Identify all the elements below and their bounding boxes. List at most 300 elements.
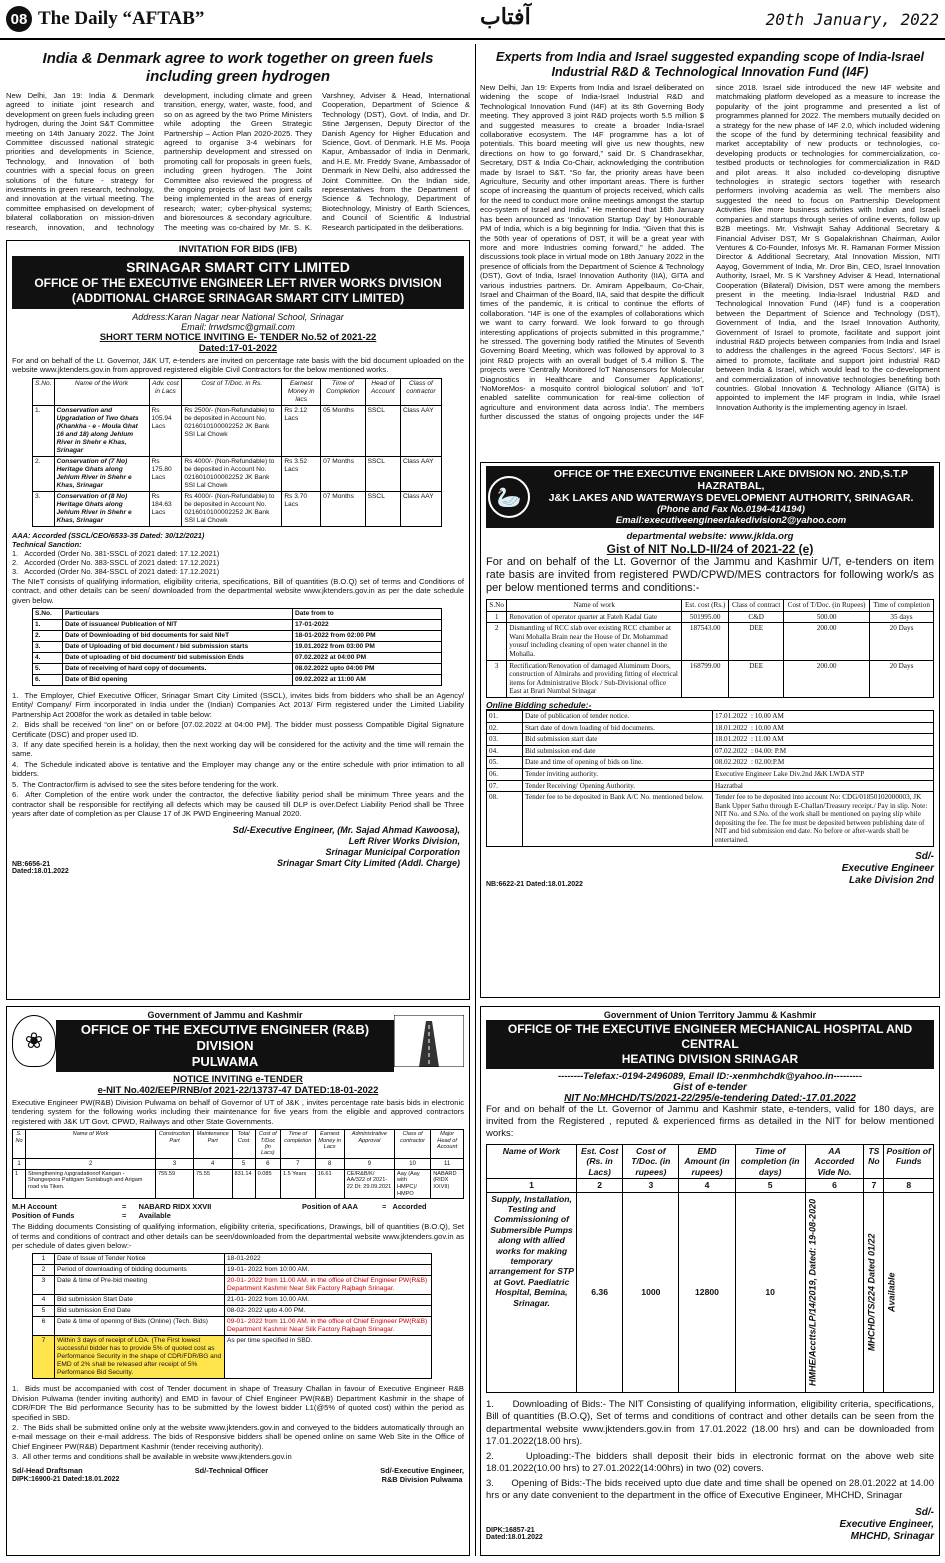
table-row (33, 491, 442, 526)
column-header: S.No. (33, 378, 55, 405)
mh-value: = NABARD RIDX XXVII (122, 1202, 212, 1212)
table-cell: 09.02.2022 at 11:00 AM (293, 675, 442, 686)
table-row (33, 675, 442, 686)
table-cell: 4. (33, 653, 63, 664)
nit-number: NIT No:MHCHD/TS/2021-22/295/e-tendering Dated:-17.01.2022 (564, 1093, 856, 1104)
table-cell: 20 Days (870, 623, 934, 660)
table-cell: Bid submission start date (523, 734, 713, 746)
funds-label: Position of Funds (12, 1211, 75, 1221)
schedule-table (32, 608, 442, 686)
table-cell: Aay (Aay with HMPC)/ HMPO (395, 1169, 431, 1198)
terms-list (12, 690, 464, 819)
table-cell: Rs 175.80 Lacs (149, 456, 182, 491)
column-header: Earnest Money in lacs (282, 378, 321, 405)
column-header: 8 (884, 1179, 934, 1192)
table-cell: 08-02- 2022 upto 4.00 PM. (225, 1306, 432, 1317)
gist-title: Gist of NIT No.LD-II/24 of 2021-22 (e) (606, 542, 814, 556)
table-cell: 2 (33, 1265, 55, 1276)
column-header: 7 (864, 1179, 884, 1192)
funding-info (12, 1202, 464, 1211)
tender-ad-lake-division (480, 462, 940, 998)
table-row (487, 734, 934, 746)
table-row (33, 1265, 432, 1276)
table-cell: Class AAY (400, 405, 441, 456)
column-header: S.No (487, 600, 507, 612)
table-cell: Tender fee to be deposited into account No: CDG/01850102000003, JK Bank Upper Sathu through E-Challan/Treasury receipt./ Pay in slip. Note: NIT No. and S.No. of the work shall be mentioned on paying slip while depositing the fee. The fee must be deposited between publishing date of NIT and bid submission end date. No before or after-wards shall be entertained. (713, 792, 934, 847)
column-header: Adv. cost in Lacs (149, 378, 182, 405)
table-cell: 18.01.2022 : 11.00 AM (713, 734, 934, 746)
column-header: Est. cost (Rs.) (682, 600, 729, 612)
table-cell: 2. (33, 456, 55, 491)
table-cell: Rs 4000/- (Non-Refundable) to be deposited in Account No. 0216010100002252 JK Bank SSI Lal Chowk (182, 456, 282, 491)
table-cell: 07 Months (321, 491, 366, 526)
table-cell: 200.00 (784, 623, 870, 660)
table-cell: Class AAY (400, 491, 441, 526)
column-header: Total Cost (232, 1130, 255, 1159)
table-cell: NABARD (RIDX XXVII) (431, 1169, 464, 1198)
column-header: Position of Funds (884, 1145, 934, 1179)
column-header: Date from to (293, 609, 442, 620)
table-cell: Rs 3.70 Lacs (282, 491, 321, 526)
table-cell: 07. (487, 780, 523, 792)
table-cell: 01. (487, 710, 523, 722)
bidding-schedule-table (486, 710, 934, 847)
signature-line: Executive Engineer, (839, 1518, 934, 1530)
article-body: New Delhi, Jan 19: Experts from India and Israel deliberated on widening the scope of India-Israel Industrial R&D and Technological Innovation Fund (I4F) at its 8th Governing Body meeting. They approved 3 joint R&D projects worth 5.5 million $ and suggested measures to create a broader India-Israel collaborative ecosystem. The I4F programme has a lot of potentials. This board meeting will give us new thoughts, new directions on how to go forward,” said Dr. S Chandrasekhar, Secretary, DST & India Co-Chair, acknowledging the contribution made by Israel to S&T. “So far, the priority areas have been Agriculture, Security and other important areas. There is further scope of increasing the quantum of projects received, which calls for the need to conduct more online meetings amongst the startup eco-system of Israel and India.” He mentioned that 16th January has been announced as ‘Innovation Startup Day’ by Honourable PM of India, which is a big beginning for India. “Given that this is the 50th year of operations of DST, it will be a great year with more and more Industries coming forward,” he added. The discussions took place in virtual mode on 18th January 2022 in the presence of officials from the Department of Science & Technology (DST), Govt of India, Israel Innovation Authority (IIA), GITA and various industries partners. Dr. Amiram Appelbaum, Co-Chair, Israel and Chairman of the Board, IIA, said that despite the difficult times of the pandemic, it is critical to continue the efforts of collaboration. “I4F is one of the examples of collaborations which we want to carry forward. We look forward to go through interesting applications of projects submitted in this programme,” he stressed. The governing body ratified the Minutes of Seventh Governing Board Meeting, which was followed by approval to 3 joint R&D projects with an overall budget of 5.4 million $. The projects were ‘Centrally Monitored IoT Nanosensors for Molecular Diagnostics in Healthcare and Consumer Applications’, ‘NoMoreMos- a mosquito control biological solution’ and ‘IoT enabled satellite communication for real-time collection of agriculture and environment data across India’. The members further discussed the status of ongoing projects under the I4F since 2018. Israel side introduced the new I4F website and matchmaking platform developed as a measure to increase the popularity of the joint programme and presented a list of programmes planned for 2022. The members mutually decided on a strategy for the new phase of I4F 2.0, which included widening the scope of the fund by determining technical feasibility and market acceptability of new products or technologies, co-developing products or technologies for commercialization, co-testbed products or technologies for commercialization in R&D and pilot areas. It also included co-developing disruptive technologies in strategic sectors together with research performers involving academia as well. The members also suggested the need to focus on Partnership Development Activities like more business activities with Indian and Israeli companies and startups through series of online events, follow up B2B meetings. Mr. Vishwajit Sahay Additional Secretary & Financial Adviser DST, Mr S Gopalakrishnan Chairman, Axilor Ventures & Co-Founder, Infosys Mr. R. Ramanan Former Mission Director & Additional Secretary, Atal Innovation Mission, NITI Aayog, Government of India, Mr. Dror Bin, CEO, Israel Innovation Authority, Israel, Mr. S K Varshney Adviser & Head, International Cooperation (Bilateral) Division, DST were among the members present in the meeting. India-Israel Industrial R&D and Technological Innovation Fund (I4F) fund is a cooperation between the Department of Science and Technology (DST), Government of India, and the Israel Innovation Authority, Government of Israel to promote, facilitate and support joint industrial R&D projects between companies from India and Israel to address the challenges in the agreed ‘Focus Sectors’. I4F is aimed to promote, facilitate and support joint industrial R&D between India & Israel, which would lead to the co-development and commercialization of innovative technologies benefiting both countries. Global Innovation & Technology Alliance (GITA) is appointed to implement the I4F program in India, while Israel Innovation Authority is the implementing agency in Israel. (480, 83, 940, 422)
table-cell: 5 (33, 1306, 55, 1317)
column-header: Time of Completion (321, 378, 366, 405)
page-number: 08 (6, 6, 32, 32)
table-cell: Bid submission End Date (55, 1306, 225, 1317)
table-row (33, 653, 442, 664)
column-header: 11 (431, 1158, 464, 1169)
column-header: Time of completion (870, 600, 934, 612)
table-cell: Tender Receiving/ Opening Authority. (523, 780, 713, 792)
table-cell: 05. (487, 757, 523, 769)
table-cell: DEE (729, 623, 784, 660)
column-header: 7 (280, 1158, 315, 1169)
org-division: HEATING DIVISION SRINAGAR (621, 1052, 799, 1066)
column-header: Head of Account (365, 378, 400, 405)
table-cell: As per time specified in SBD. (225, 1336, 432, 1379)
intro-text: For and on behalf of the Lt. Governor of Jammu and Kashmir state, e-tenders, valid for 180 days, are invited from the Registered , reputed & experienced firms as detailed in the NIT for below mentioned works: (486, 1104, 934, 1139)
table-row (33, 631, 442, 642)
table-cell: 05 Months (321, 405, 366, 456)
org-name: OFFICE OF THE EXECUTIVE ENGINEER LAKE DIVISION NO. 2ND,S.T.P HAZRATBAL, (553, 468, 909, 492)
table-cell: Hazratbal (713, 780, 934, 792)
schedule-title: Online Bidding schedule:- (486, 699, 592, 710)
column-header: TS No (864, 1145, 884, 1179)
table-cell: Rs 2500/- (Non-Refundable) to be deposited in Account No. 0216010100002252 JK Bank SSI Lal Chowk (182, 405, 282, 456)
table-cell: Within 3 days of receipt of LOA. (The First lowest successful bidder has to provide 5% of quoted cost as Performance Security in the shape of CDR/FDR/BG and EMD of 2% shall be released after receipt of 5% Performance Bid Security. (55, 1336, 225, 1379)
table-cell: 18.01.2022 : 10.00 AM (713, 722, 934, 734)
table-cell: 35 days (870, 611, 934, 623)
column-header: 3 (156, 1158, 194, 1169)
column-header: 6 (255, 1158, 280, 1169)
table-cell: Rs 184.63 Lacs (149, 491, 182, 526)
ts-item: 1. Accorded (Order No. 381-SSCL of 2021 dated: 17.12.2021) (12, 548, 220, 558)
column-header: Maintenance Part (193, 1130, 232, 1159)
notice-title: SHORT TERM NOTICE INVITING E- TENDER No.52 of 2021-22 (99, 332, 377, 343)
table-cell: Dismantling of RCC slab over existing RCC chamber at Wani Mohalla Brain near the House of Dr. Mohammad yousuf including cleaning of open water channel in the Mohalla. (507, 623, 682, 660)
table-cell: 10 (735, 1192, 805, 1392)
column-header: Name of Work (26, 1130, 156, 1159)
table-cell: Executive Engineer Lake Div.2nd J&K LWDA STP (713, 768, 934, 780)
column-header: Class of contractor (400, 378, 441, 405)
table-cell: 06. (487, 768, 523, 780)
table-cell: 2. (33, 631, 63, 642)
org-name: OFFICE OF THE EXECUTIVE ENGINEER (R&B) DIVISION (80, 1022, 370, 1053)
table-row (33, 664, 442, 675)
signature-line: Lake Division 2nd (848, 874, 934, 886)
table-cell: Date and time of opening of bids on line. (523, 757, 713, 769)
column-header: 3 (623, 1179, 679, 1192)
table-cell: 17-01-2022 (293, 620, 442, 631)
table-row (487, 757, 934, 769)
ts-list (12, 549, 464, 576)
table-cell: 1 (33, 1254, 55, 1265)
table-cell: CE/R&B/K/ AA/322 of 2021-22 Dt: 29.09.2021 (344, 1169, 394, 1198)
article-headline: India & Denmark agree to work together on green fuels including green hydrogen (42, 50, 434, 85)
column-header: Name of Work (487, 1145, 577, 1179)
column-header: 1 (13, 1158, 26, 1169)
enit-number: e-NIT No.402/EEP/RNB/of 2021-22/13737-47 DATED:18-01-2022 (97, 1085, 379, 1096)
works-table (12, 1129, 464, 1199)
signature-line: Srinagar Smart City Limited (Addl. Charge) (276, 858, 460, 869)
table-cell: SSCL (365, 405, 400, 456)
contact-line: --------Telefax:-0194-2496089, Email ID:-xenmhchdk@yahoo.in--------- (558, 1071, 862, 1082)
upload-clause: 2. Uploading:-The bidders shall deposit their bids in electronic format on the above web site 18.01.2022(10.00 hrs) to 27.01.2022(14:00hrs) in two (02) covers. (486, 1450, 934, 1475)
org-office: OFFICE OF THE EXECUTIVE ENGINEER LEFT RIVER WORKS DIVISION (34, 276, 442, 290)
table-cell: 0.085 (255, 1169, 280, 1198)
table-row (487, 745, 934, 757)
table-cell: 3 (487, 660, 507, 697)
table-cell: Date of receiving of hard copy of documents. (63, 664, 293, 675)
table-cell: 7 (33, 1336, 55, 1379)
phone: (Phone and Fax No.0194-414194) (657, 504, 805, 515)
column-header: 5 (735, 1179, 805, 1192)
table-cell: 07.02.2022 at 04:00 PM (293, 653, 442, 664)
term-item: 5. The Contractor/firm is advised to see the sites before tendering for the work. (12, 779, 279, 789)
org-charge: (ADDITIONAL CHARGE SRINAGAR SMART CITY LIMITED) (71, 291, 405, 305)
schedule-table (32, 1253, 432, 1379)
signature-line: MHCHD, Srinagar (850, 1530, 934, 1542)
sig-ee: Sd/-Executive Engineer, (380, 1465, 464, 1475)
table-cell: 17.01.2022 : 10.00 AM (713, 710, 934, 722)
works-table (486, 599, 934, 698)
notice-title: NOTICE INVITING e-TENDER (173, 1074, 303, 1085)
column-header: 2 (577, 1179, 623, 1192)
download-clause: 1. Downloading of Bids:- The NIT Consisting of qualifying information, eligibility criteria, specifications, Bill of quantities (B.O.Q), Set of terms and conditions of contract and other details can be seen from the departmental website www.jktenders.gov.in from 17.01.2022 (18.00 hrs) and can be downloaded from 17.01.2022(18.00 hrs). (486, 1398, 934, 1448)
column-header: 4 (193, 1158, 232, 1169)
table-row (33, 456, 442, 491)
table-cell: 18-01-2022 (225, 1254, 432, 1265)
column-header: Name of the Work (54, 378, 149, 405)
aaa-value: = Accorded (382, 1202, 427, 1212)
ts-item: 3. Accorded (Order No. 384-SSCL of 2021 dated: 17.12.2021) (12, 566, 220, 576)
jk-emblem-icon: ❀ (12, 1015, 56, 1067)
gist-title: Gist of e-tender (673, 1082, 747, 1093)
sig-division: R&B Division Pulwama (381, 1474, 463, 1484)
column-header: Time of completion (280, 1130, 315, 1159)
signature-line: Sd/-Executive Engineer, (Mr. Sajad Ahmad Kawoosa), (232, 825, 460, 836)
table-cell: Start date of down loading of bid documents. (523, 722, 713, 734)
table-cell: 1 (13, 1169, 26, 1198)
column-header: Class of contractor (395, 1130, 431, 1159)
signature-line: Left River Works Division, (348, 836, 460, 847)
table-cell: 4 (33, 1295, 55, 1306)
ref-line: NB:6656-21 (12, 861, 51, 869)
term-item: 3. If any date specified herein is a holiday, then the next working day will be considered for the activity and the time will remain the same. (12, 740, 464, 759)
column-divider (475, 44, 476, 1556)
tender-ad-rb-pulwama (6, 1006, 470, 1556)
table-row (487, 623, 934, 660)
table-row (33, 1317, 432, 1336)
table-cell: 168799.00 (682, 660, 729, 697)
table-cell: 3. (33, 491, 55, 526)
table-cell: Rs 4000/- (Non-Refundable) to be deposited in Account No. 0216010100002252 JK Bank SSI Lal Chowk (182, 491, 282, 526)
table-cell: 1 (487, 611, 507, 623)
term-item: 4. The Schedule indicated above is tentative and the Employer may change any or the entire schedule with prior intimation to all bidders. (12, 759, 464, 779)
table-cell: Date of issuance/ Publication of NIT (63, 620, 293, 631)
table-cell: 07.02.2022 : 04.00: P.M (713, 745, 934, 757)
table-row (487, 722, 934, 734)
table-cell: 16.61 (315, 1169, 344, 1198)
tender-ad-mhchd (480, 1006, 940, 1556)
column-header: Cost of T/Doc. (in Rupees) (784, 600, 870, 612)
intro-text: For and on behalf of the Lt. Governor, J&K UT, e-tenders are invited on percentage rate basis with the bid document uploaded on the website www.jktenders.gov.in from approved registered eligible Civil Contractors for the below mentioned works. (12, 356, 464, 375)
email: Email: lrrwdsmc@gmail.com (181, 322, 295, 332)
column-header: EMD Amount (in rupees) (679, 1145, 735, 1179)
table-cell: MHCHD/TS/224 Dated 01/22 (864, 1192, 884, 1392)
table-cell: 1. (33, 620, 63, 631)
table-cell: Conservation of (8 No) Heritage Ghats along Jehlum River in Shehr e Khas, Srinagar (54, 491, 149, 526)
table-cell: 20-01- 2022 from 11.00 AM. in the office of Chief Engineer PW(R&B) Department Kashmir Near Silk Factory Rajbagh Srinagar. (225, 1276, 432, 1295)
column-header: Time of completion (in days) (735, 1145, 805, 1179)
column-header: Particulars (63, 609, 293, 620)
ref-line: Dated:18.01.2022 (12, 868, 69, 876)
table-cell: Conservation and Upgradation of Two Ghats (Khankha - e - Moula Ghat 16 and 18) along Jehlum River in Shehr e Khas, Srinagar (54, 405, 149, 456)
aaa-line: AAA: Accorded (SSCL/CEO/6533-35 Dated: 30/12/2021) (12, 530, 205, 540)
column-header: S.No. (33, 609, 63, 620)
table-cell: 3. (33, 642, 63, 653)
table-cell: 831.14 (232, 1169, 255, 1198)
table-cell: Period of downloading of bidding documents (55, 1265, 225, 1276)
gov-name: Government of Union Territory Jammu & Kashmir (603, 1010, 817, 1020)
org-name: SRINAGAR SMART CITY LIMITED (126, 259, 350, 275)
table-cell: 1000 (623, 1192, 679, 1392)
column-header: Cost of T/Doc. (in rupees) (623, 1145, 679, 1179)
address: Address:Karan Nagar near National School, Srinagar (132, 312, 344, 322)
page-header (0, 0, 945, 40)
table-cell: 6.36 (577, 1192, 623, 1392)
table-row (33, 1306, 432, 1317)
table-cell: Date of publication of tender notice. (523, 710, 713, 722)
mh-label: M.H Account (12, 1202, 57, 1212)
table-cell: 08.02.2022 : 02.00:P.M (713, 757, 934, 769)
table-cell: Strengthening /upgradationof Kangan -Shangerpora Pattigam Suntabugh and Arigam road via Tiken. (26, 1169, 156, 1198)
signature-line: Executive Engineer (841, 862, 934, 874)
table-cell: Date of Bid opening (63, 675, 293, 686)
table-cell: 6 (33, 1317, 55, 1336)
email: Email:executiveengineerlakedivision2@yahoo.com (615, 515, 847, 526)
signature-line: Sd/- (915, 1506, 934, 1518)
column-header: 5 (232, 1158, 255, 1169)
column-header: Name of work (507, 600, 682, 612)
table-cell: Rs 3.52 Lacs (282, 456, 321, 491)
table-cell: 09-01- 2022 from 11.00 AM. in the office of Chief Engineer PW(R&B) Department Kashmir Near Silk Factory Rajbagh Srinagar. (225, 1317, 432, 1336)
table-cell: 500.00 (784, 611, 870, 623)
ad-ref-number: DIPK:16900-21 Dated:18.01.2022 (12, 1475, 120, 1483)
table-cell: Available (884, 1192, 934, 1392)
website: departmental website: www.jklda.org (626, 531, 794, 542)
works-table (32, 378, 442, 527)
column-header: AA Accorded Vide No. (805, 1145, 864, 1179)
ts-title: Technical Sanction: (12, 539, 82, 549)
table-row (33, 1336, 432, 1379)
table-cell: 75.55 (193, 1169, 232, 1198)
ts-item: 2. Accorded (Order No. 383-SSCL of 2021 dated: 17.12.2021) (12, 557, 220, 567)
org-authority: J&K LAKES AND WATERWAYS DEVELOPMENT AUTHORITY, SRINAGAR. (548, 492, 914, 504)
table-row (33, 642, 442, 653)
table-cell: Rs 2.12 Lacs (282, 405, 321, 456)
table-cell: 12800 (679, 1192, 735, 1392)
newspaper-name: The Daily “AFTAB” (38, 8, 205, 29)
works-table (486, 1144, 934, 1393)
table-cell: 6. (33, 675, 63, 686)
column-header: Est. Cost (Rs. in Lacs) (577, 1145, 623, 1179)
table-cell: HMHE/Acctts/LP/14/2019, Dated: 19-08-2020 (805, 1192, 864, 1392)
table-cell: 3 (33, 1276, 55, 1295)
intro-text: For and on behalf of the Lt. Governor of the Jammu and Kashmir U/T, e-tenders on item rate basis are invited from registered PWD/CPWD/MES contractors for following work/s as per below mentioned terms and conditions:- (486, 556, 934, 594)
table-cell: SSCL (365, 456, 400, 491)
term-item: 1. The Employer, Chief Executive Officer, Srinagar Smart City Limited (SSCL), invites bids from bidders who shall be an Agency/ Entity/ Company/ Firm incorporated in India under the (Indian) Companies Act 2013/ Firm registered under the Limited Liability Partnership Act 2008for the work as detailed in table below: (12, 691, 464, 719)
table-cell: 07 Months (321, 456, 366, 491)
table-cell: C&D (729, 611, 784, 623)
table-cell: 19.01.2022 from 03:00 PM (293, 642, 442, 653)
column-header: 4 (679, 1179, 735, 1192)
funds-value: = Available (122, 1211, 171, 1221)
column-header: Administrative Approval (344, 1130, 394, 1159)
opening-clause: 3. Opening of Bids:-The bids received upto due date and time shall be opened on 28.01.2022 at 14.00 hrs or any date convenient to the department in the office of Executive Engineer, MHCHD, Srinagar (486, 1477, 934, 1502)
road-illustration-icon (394, 1015, 464, 1067)
table-cell: 21-01- 2022 from 10.00 AM. (225, 1295, 432, 1306)
table-cell: Supply, Installation, Testing and Commissioning of Submersible Pumps along with allied works for making temporary arrangement for STP at Govt. Paediatric Hospital, Bemina, Srinagar. (487, 1192, 577, 1392)
column-header: Class of contract (729, 600, 784, 612)
docs-text: The Bidding documents Consisting of qualifying information, eligibility criteria, specifications, Drawings, bill of quantities (B.O.Q), Set of terms and conditions of contract and other details can be seen/downloaded from the departmental website www.jktenders.gov.in as per schedule of dates given below:- (12, 1222, 464, 1251)
table-cell: Conservation of (7 No) Heritage Ghats along Jehlum River in Shehr e Khas, Srinagar (54, 456, 149, 491)
table-cell: 03. (487, 734, 523, 746)
table-cell: Tender inviting authority. (523, 768, 713, 780)
signature-line: Sd/- (915, 850, 934, 862)
table-cell: 755.59 (156, 1169, 194, 1198)
term-item: 3. All other terms and conditions shall be available in website www.jktenders.gov.in (12, 1452, 292, 1462)
table-cell: DEE (729, 660, 784, 697)
article-india-israel (480, 50, 940, 491)
org-division: PULWAMA (191, 1054, 259, 1069)
table-cell: 1. (33, 405, 55, 456)
table-cell: 187543.00 (682, 623, 729, 660)
table-cell: Date of uploading of bid document/ bid submission Ends (63, 653, 293, 664)
article-body: New Delhi, Jan 19: India & Denmark agreed to initiate joint research and development on green fuels including green hydrogen, during the Joint S&T Committee meeting on 14th January 2022. The Joint Committee discussed national strategic priorities and developments in Science, Technology, and Innovation of both countries with a special focus on green solutions of the future - strategy for investments in green research, technology, and innovation at the virtual meeting. The committee emphasised on development of bilateral collaboration on mission-driven research, innovation, and technology development, including climate and green transition, energy, water, waste, food, and so on as agreed by the two Prime Ministers while adopting the Green Strategic Partnership – Action Plan 2020-2025. They agreed to organise 3-4 webinars for partnership development and stressed on promoting call for proposals in green fuels, including green hydrogen. The Joint Committee also reviewed the progress of the ongoing projects of last two joint calls being implemented in the areas of energy research; water; cyber-physical systems; and bioresources & secondary agriculture. The meeting was co-chaired by Mr. S. K. Varshney, Adviser & Head, International Cooperation, Department of Science & Technology (DST), Govt. of India, and Dr. Stine Jørgensen, Deputy Director of the Danish Agency for Higher Education and Science, Govt. of Denmark. H.E Ms. Pooja Kapur, Ambassador of India in Denmark, and H.E. Mr. Freddy Svane, Ambassador of Denmark in New Delhi, also addressed the Joint Committee. On the Indian side, representatives from the Department of Science & Technology, Department of Biotechnology, Ministry of Earth Sciences, and Council of Scientific & Industrial Research participated in the deliberations. (6, 91, 470, 232)
signature-line: Srinagar Municipal Corporation (325, 847, 460, 858)
table-row (487, 780, 934, 792)
term-item: 6. After Completion of the entire work under the contractor, the defective liability period shall be minimum Three years and the contractor shall be responsible for rectifying all defects which may be caused till DLP is over.Defect Liability Period shall be Three years after date of completion as per Clause 17 of JK PWD Engineering Manual 2020. (12, 790, 464, 818)
table-row (33, 1276, 432, 1295)
table-cell: Bid submission Start Date (55, 1295, 225, 1306)
notice-date: Dated:17-01-2022 (198, 343, 278, 354)
sig-technical: Sd/-Technical Officer (194, 1465, 269, 1475)
table-row (33, 620, 442, 631)
tender-ad-srinagar-smart-city (6, 240, 470, 1000)
table-cell: Tender fee to be deposited in Bank A/C No. mentioned below. (523, 792, 713, 847)
table-cell: 02. (487, 722, 523, 734)
aaa-label: Position of AAA (302, 1202, 358, 1212)
table-cell: Rectification/Renovation of damaged Aluminum Doors, construction of Almirahs and providing fitting of electrical items for Administrative Block / Sub-Divisional office East at Brari Numbal Srinagar (507, 660, 682, 697)
table-row (33, 1254, 432, 1265)
table-cell: Bid submission end date (523, 745, 713, 757)
term-item: 2. Bids shall be received “on line” on or before [07.02.2022 at 04:00 PM]. The bidder must possess Compatible Digital Signature Certificate (DSC) and proper used ID. (12, 720, 464, 739)
table-cell: 08. (487, 792, 523, 847)
table-cell: Date of Downloading of bid documents for said NIeT (63, 631, 293, 642)
table-cell: Renovation of operator quarter at Fateh Kadal Gate (507, 611, 682, 623)
article-headline: Experts from India and Israel suggested expanding scope of India-Israel Industrial R&D & Technological Innovation Fund (I4F) (496, 50, 924, 79)
table-cell: 2 (487, 623, 507, 660)
column-header: Earnest Money in Lacs (315, 1130, 344, 1159)
table-row (33, 1295, 432, 1306)
column-header: 9 (344, 1158, 394, 1169)
table-cell: SSCL (365, 491, 400, 526)
lwda-logo-icon: 🦢 (488, 476, 530, 518)
table-cell: 08.02.2022 upto 04:00 PM (293, 664, 442, 675)
column-header: Major Head of Account (431, 1130, 464, 1159)
table-row (33, 405, 442, 456)
column-header: S. No (13, 1130, 26, 1159)
table-cell: 1.5 Years (280, 1169, 315, 1198)
org-name: OFFICE OF THE EXECUTIVE ENGINEER MECHANICAL HOSPITAL AND CENTRAL (507, 1022, 913, 1051)
table-cell: 19-01- 2022 from 10:00 AM. (225, 1265, 432, 1276)
table-cell: Rs 105.94 Lacs (149, 405, 182, 456)
gov-name: Government of Jammu and Kashmir (147, 1010, 303, 1020)
intro-text: Executive Engineer PW(R&B) Division Pulwama on behalf of Governor of UT of J&K , invites percentage rate basis bids in electronic tendering system for the following works including their maintenance for five years from the eligible and approved contractors registered with J&K UT Govt. CPWD, Railways and other State Governments. (12, 1098, 464, 1126)
issue-date: 20th January, 2022 (765, 10, 939, 29)
nit-text: The NIeT consists of qualifying information, eligibility criteria, specifications, Bill of quantities (B.O.Q) set of terms and Conditions of contract, and other details can be seen/ downloaded from the departmental website www.jktenders.gov.in as per the date schedule given below. (12, 576, 464, 605)
sig-draftsman: Sd/-Head Draftsman (12, 1465, 83, 1475)
table-row (487, 792, 934, 847)
term-item: 1. Bids must be accompanied with cost of Tender document in shape of Treasury Challan in favour of Executive Engineer R&B Division Pulwama (tender inviting authority) and EMD in favour of Chief Engineer PW(R&B) Department Kashmir in the shape of CDR/FDR The Bid performance Security has to be submitted by the lowest bidder L1(@5% of quoted cost) within the period as specified in SBD. (12, 1384, 464, 1422)
ref-line: DIPK:16857-21 (486, 1526, 535, 1534)
term-item: 2. The Bids shall be submitted online only at the website www.jktenders.gov.in and conveyed to the bidders automatically through an e-mail message on their e-mail address. The bids of Responsive bidders shall be opened online on same Web Site in the Office of Chief Engineer PW(R&B) Department Kashmir (tender receiving authority). (12, 1423, 464, 1451)
column-header: 1 (487, 1179, 577, 1192)
column-header: 2 (26, 1158, 156, 1169)
table-cell: 20 Days (870, 660, 934, 697)
funds-info (12, 1211, 464, 1220)
table-cell: 5. (33, 664, 63, 675)
table-cell: Date of Uploading of bid document / bid submission starts (63, 642, 293, 653)
table-row (487, 710, 934, 722)
ifb-title: INVITATION FOR BIDS (IFB) (178, 244, 298, 254)
column-header: 6 (805, 1179, 864, 1192)
table-row (487, 611, 934, 623)
table-cell: 200.00 (784, 660, 870, 697)
ref-line: Dated:18.01.2022 (486, 1533, 543, 1541)
table-row (487, 660, 934, 697)
table-cell: 04. (487, 745, 523, 757)
table-cell: Date & time of opening of Bids (Online) (Tech. Bids) (55, 1317, 225, 1336)
table-row (487, 768, 934, 780)
column-header: Construction Part (156, 1130, 194, 1159)
table-cell: Date & time of Pre-bid meeting (55, 1276, 225, 1295)
